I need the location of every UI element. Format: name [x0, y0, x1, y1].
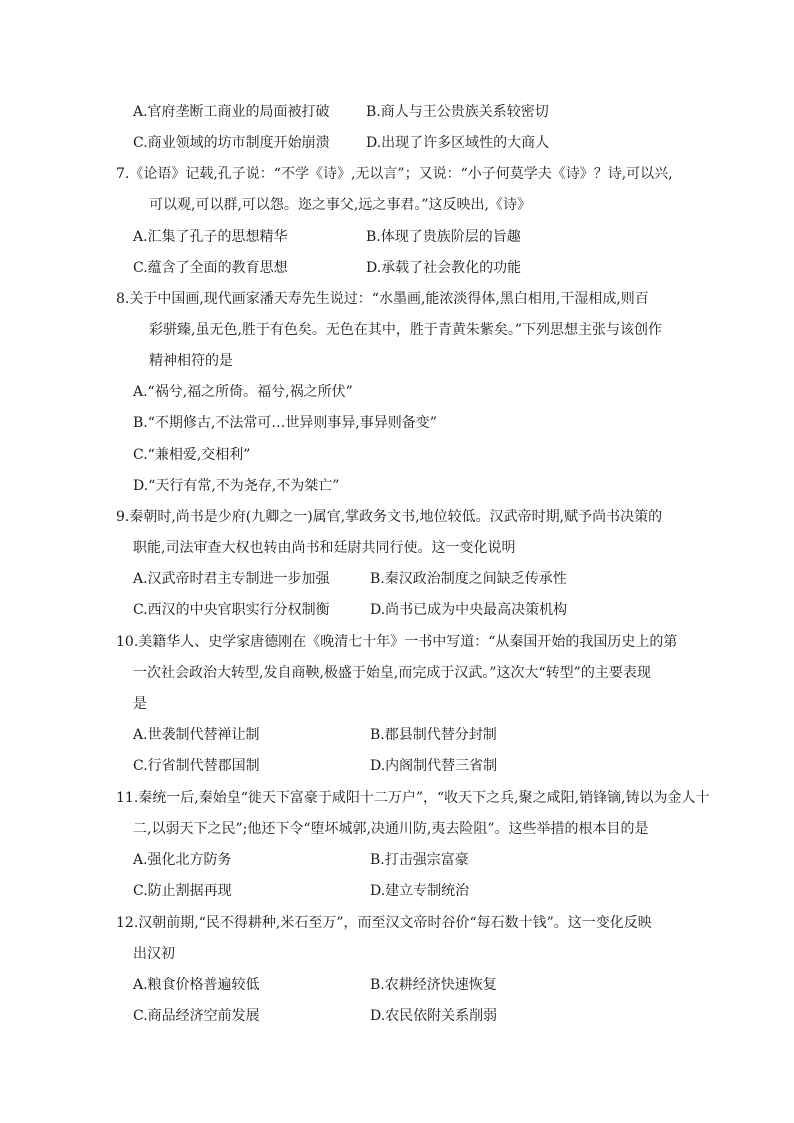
q8-option-a: A.“祸兮,福之所倚。福兮,祸之所伏” [133, 384, 353, 400]
q11-option-b: B.打击强宗富豪 [370, 852, 469, 868]
q11-option-c: C.防止割据再现 [133, 883, 232, 899]
q10-stem-line-3: 是 [133, 696, 147, 712]
q9-stem-line-2: 职能,司法审查大权也转由尚书和廷尉共同行使。这一变化说明 [133, 540, 516, 556]
q8-option-d: D.“天行有常,不为尧存,不为桀亡” [133, 478, 340, 494]
q6-option-a: A.官府垄断工商业的局面被打破 [133, 104, 330, 120]
q9-option-b: B.秦汉政治制度之间缺乏传承性 [370, 571, 567, 587]
q6-option-d: D.出现了许多区域性的大商人 [366, 135, 550, 151]
q7-option-b: B.体现了贵族阶层的旨趣 [366, 229, 521, 245]
q7-option-c: C.蕴含了全面的教育思想 [133, 260, 288, 276]
q7-option-a: A.汇集了孔子的思想精华 [133, 229, 288, 245]
q11-stem-line-2: 二,以弱天下之民”;他还下令“堕坏城郭,决通川防,夷去险阻”。这些举措的根本目的是 [133, 821, 649, 837]
q12-option-c: C.商品经济空前发展 [133, 1008, 260, 1024]
q12-option-b: B.农耕经济快速恢复 [370, 977, 497, 993]
q12-option-a: A.粮食价格普遍较低 [133, 977, 260, 993]
q7-option-d: D.承载了社会教化的功能 [366, 260, 522, 276]
q8-option-b: B.“不期修古,不法常可…世异则事异,事异则备变” [133, 415, 437, 431]
q9-option-d: D.尚书已成为中央最高决策机构 [370, 602, 568, 618]
q6-option-c: C.商业领域的坊市制度开始崩溃 [133, 135, 330, 151]
q6-option-b: B.商人与王公贵族关系较密切 [366, 104, 549, 120]
q7-stem-line-1: 7.《论语》记载,孔子说：“不学《诗》,无以言”；又说：“小子何莫学夫《诗》？诗,可以兴, [116, 166, 673, 182]
q10-option-c: C.行省制代替郡国制 [133, 758, 260, 774]
q8-stem-line-2: 彩骈臻,虽无色,胜于有色矣。无色在其中，胜于青黄朱紫矣。”下列思想主张与该创作 [149, 322, 663, 338]
q12-stem-line-1: 12.汉朝前期,“民不得耕种,米石至万”，而至汉文帝时谷价“每石数十钱”。这一变化反映 [116, 915, 652, 931]
q7-stem-line-2: 可以观,可以群,可以怨。迩之事父,远之事君。”这反映出,《诗》 [149, 197, 531, 213]
q10-stem-line-1: 10.美籍华人、史学家唐德刚在《晚清七十年》一书中写道：“从秦国开始的我国历史上的第 [116, 634, 678, 650]
q8-stem-line-3: 精神相符的是 [149, 353, 233, 369]
q12-option-d: D.农民依附关系削弱 [370, 1008, 498, 1024]
q10-option-d: D.内阁制代替三省制 [370, 758, 498, 774]
q9-option-c: C.西汉的中央官职实行分权制衡 [133, 602, 330, 618]
q10-stem-line-2: 一次社会政治大转型,发自商鞅,极盛于始皇,而完成于汉武。”这次大“转型”的主要表现 [133, 665, 651, 681]
q11-option-d: D.建立专制统治 [370, 883, 470, 899]
q12-stem-line-2: 出汉初 [133, 946, 175, 962]
q11-option-a: A.强化北方防务 [133, 852, 232, 868]
q10-option-a: A.世袭制代替禅让制 [133, 727, 260, 743]
q9-stem-line-1: 9.秦朝时,尚书是少府(九卿之一)属官,掌政务文书,地位较低。汉武帝时期,赋予尚书决策的 [116, 509, 663, 525]
q8-stem-line-1: 8.关于中国画,现代画家潘天寿先生说过：“水墨画,能浓淡得体,黑白相用,干湿相成,则百 [116, 291, 649, 307]
q9-option-a: A.汉武帝时君主专制进一步加强 [133, 571, 330, 587]
q11-stem-line-1: 11.秦统一后,秦始皇“徙天下富豪于咸阳十二万户”，“收天下之兵,聚之咸阳,销锋镝,铸以为金人十 [116, 790, 710, 806]
q8-option-c: C.“兼相爱,交相利” [133, 447, 251, 463]
q10-option-b: B.郡县制代替分封制 [370, 727, 497, 743]
